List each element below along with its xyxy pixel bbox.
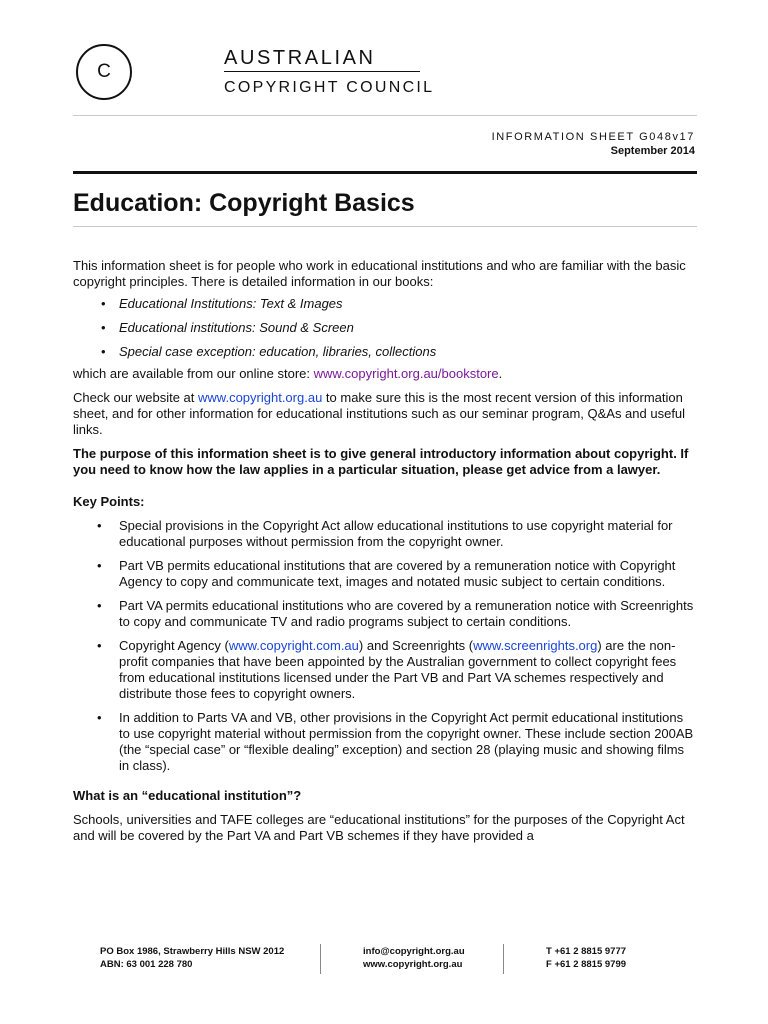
section-heading: What is an “educational institution”? [73,788,302,803]
footer-fax: F +61 2 8815 9799 [546,959,627,970]
logo-line-2: COPYRIGHT COUNCIL [224,79,435,96]
agency-text: ) and Screenrights ( [358,638,474,653]
book-item: • Special case exception: education, libraries, collections [73,344,697,360]
book-item: • Educational Institutions: Text & Images [73,296,697,312]
title-rule [73,171,697,174]
footer-phone-block [546,945,626,971]
website-text-end: to make sure this is the most recent version of this information sheet, and for other information for educational institutions such as our seminar program, Q&As and useful links. [73,390,686,437]
screenrights-link[interactable]: www.screenrights.org [473,638,598,653]
purpose-paragraph: The purpose of this information sheet is to give general introductory information about copyright. If you need to know how the law applies in a particular situation, please get advice from a lawyer. [73,446,689,477]
logo-mark: C [76,44,132,100]
key-point-item: • Special provisions in the Copyright Act allow educational institutions to use copyright material for educational purposes without permission from the copyright owner. [73,518,697,550]
sheet-id: INFORMATION SHEET G048v17 [491,131,695,143]
book-item: • Educational institutions: Sound & Screen [73,320,697,336]
footer-web[interactable]: www.copyright.org.au [363,959,463,970]
header-divider [73,115,697,116]
logo-line-1: AUSTRALIAN [224,47,376,69]
store-text: which are available from our online store: [73,366,314,381]
footer-address: PO Box 1986, Strawberry Hills NSW 2012 [100,946,285,957]
book-list [73,296,697,360]
website-paragraph [73,390,697,438]
website-text: Check our website at [73,390,199,405]
store-paragraph [73,366,697,382]
agency-text: Copyright Agency ( [119,638,229,653]
footer-divider [503,944,504,974]
agency-text: ) are the non-profit companies that have been appointed by the Australian government to collect copyright fees from educational institutions licensed under the Part VB and Part VA schemes respectively and distribute those fees to copyright owners. [119,638,677,701]
key-point-item [73,638,697,702]
key-points-heading: Key Points: [73,494,145,509]
key-point-item: • In addition to Parts VA and VB, other provisions in the Copyright Act permit educational institutions to use copyright material without permission from the copyright owner. These include section 200AB (the “special case” or “flexible dealing” exception) and section 28 (playing music and showing films in class). [73,710,697,774]
logo [76,44,435,104]
document-title: Education: Copyright Basics [73,189,415,217]
document-body [73,258,697,844]
website-link[interactable]: www.copyright.org.au [198,390,323,405]
title-underline [73,226,697,227]
footer-address-block [100,945,284,971]
bookstore-link[interactable]: www.copyright.org.au/bookstore [313,366,499,381]
footer-abn: ABN: 63 001 228 780 [100,959,193,970]
footer-phone: T +61 2 8815 9777 [546,946,627,957]
footer [100,945,700,973]
intro-paragraph: This information sheet is for people who work in educational institutions and who are familiar with the basic copyright principles. There is detailed information in our books: [73,258,686,289]
logo-divider [224,71,420,72]
store-text-end: . [498,366,503,381]
footer-email[interactable]: info@copyright.org.au [363,946,465,957]
key-point-item: • Part VA permits educational institutions who are covered by a remuneration notice with Screenrights to copy and communicate TV and radio programs subject to certain conditions. [73,598,697,630]
section-paragraph: Schools, universities and TAFE colleges are “educational institutions” for the purposes of the Copyright Act and will be covered by the Part VA and Part VB schemes if they have provided a [73,812,685,843]
key-points-list [73,518,697,774]
key-point-item: • Part VB permits educational institutions that are covered by a remuneration notice with Copyright Agency to copy and communicate text, images and notated music subject to certain conditions. [73,558,697,590]
footer-contact-block [363,945,465,971]
footer-divider [320,944,321,974]
sheet-date: September 2014 [610,145,695,157]
copyright-agency-link[interactable]: www.copyright.com.au [228,638,359,653]
